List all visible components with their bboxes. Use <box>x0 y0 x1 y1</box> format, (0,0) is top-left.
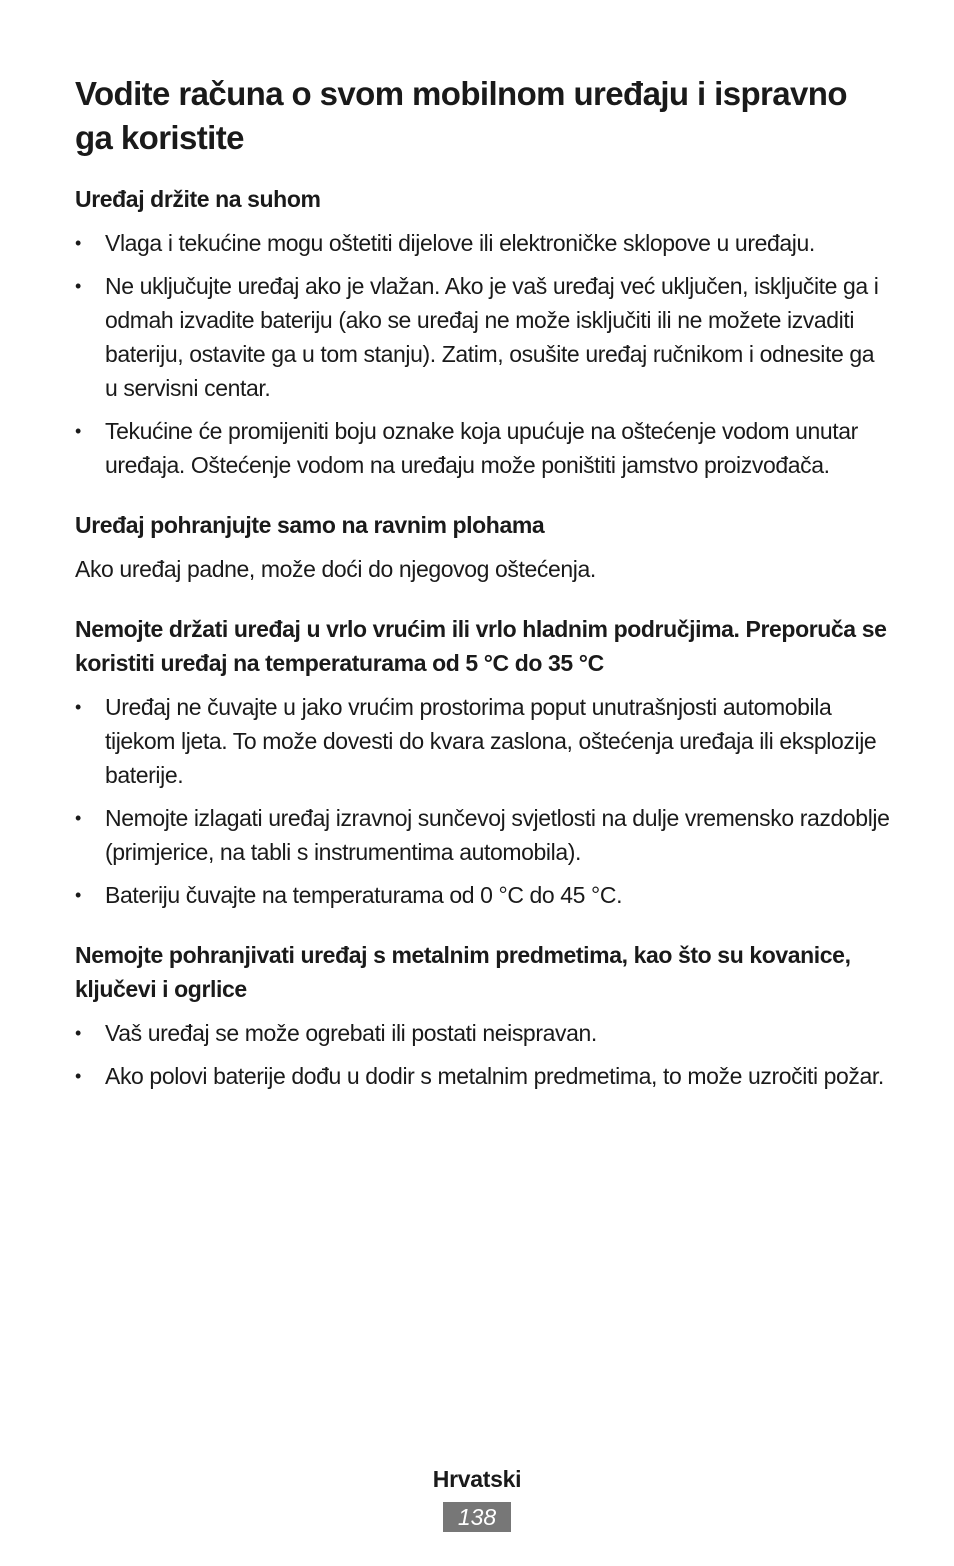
bullet-list <box>75 690 890 912</box>
bullet-icon: • <box>75 233 81 253</box>
footer-language: Hrvatski <box>432 1466 522 1492</box>
list-item <box>75 1059 890 1093</box>
bullet-icon: • <box>75 421 81 441</box>
section-paragraph: Ako uređaj padne, može doći do njegovog oštećenja. <box>75 556 596 582</box>
section-heading: Uređaj držite na suhom <box>75 186 321 212</box>
list-item-text: Ako polovi baterije dođu u dodir s metalnim predmetima, to može uzročiti požar. <box>105 1063 884 1089</box>
list-item-text: Vaš uređaj se može ogrebati ili postati neispravan. <box>105 1020 597 1046</box>
bullet-icon: • <box>75 885 81 905</box>
list-item <box>75 690 890 792</box>
list-item-text: Bateriju čuvajte na temperaturama od 0 °C do 45 °C. <box>105 882 623 908</box>
bullet-icon: • <box>75 697 81 717</box>
section-metal-objects <box>75 938 890 1093</box>
list-item-text: Vlaga i tekućine mogu oštetiti dijelove ili elektroničke sklopove u uređaju. <box>105 230 815 256</box>
list-item <box>75 878 890 912</box>
bullet-icon: • <box>75 1023 81 1043</box>
bullet-icon: • <box>75 276 81 296</box>
bullet-list <box>75 226 890 482</box>
list-item <box>75 1016 890 1050</box>
list-item <box>75 269 890 405</box>
section-heading: Uređaj pohranjujte samo na ravnim plohama <box>75 512 545 538</box>
section-heading: Nemojte držati uređaj u vrlo vrućim ili vrlo hladnim područjima. Preporuča se koristiti uređaj na temperaturama od 5 °C do 35 °C <box>75 616 887 676</box>
bullet-list <box>75 1016 890 1093</box>
list-item-text: Tekućine će promijeniti boju oznake koja upućuje na oštećenje vodom unutar uređaja. Oštećenje vodom na uređaju može poništiti jamstvo proizvođača. <box>105 418 858 478</box>
list-item <box>75 226 890 260</box>
list-item-text: Ne uključujte uređaj ako je vlažan. Ako je vaš uređaj već uključen, isključite ga i odmah izvadite bateriju (ako se uređaj ne može isključiti ili ne možete izvaditi bateriju, ostavite ga u tom stanju). Zatim, osušite uređaj ručnikom i odnesite ga u servisni centar. <box>105 273 879 401</box>
page-title: Vodite računa o svom mobilnom uređaju i ispravno ga koristite <box>75 75 847 156</box>
page-footer <box>0 1462 954 1532</box>
page-content <box>75 72 890 1119</box>
section-flat-surfaces <box>75 508 890 586</box>
section-keep-dry <box>75 182 890 482</box>
list-item-text: Nemojte izlagati uređaj izravnoj sunčevoj svjetlosti na dulje vremensko razdoblje (primjerice, na tabli s instrumentima automobila). <box>105 805 890 865</box>
section-temperature <box>75 612 890 912</box>
list-item <box>75 414 890 482</box>
section-heading: Nemojte pohranjivati uređaj s metalnim predmetima, kao što su kovanice, ključevi i ogrlice <box>75 942 851 1002</box>
list-item <box>75 801 890 869</box>
list-item-text: Uređaj ne čuvajte u jako vrućim prostorima poput unutrašnjosti automobila tijekom ljeta. To može dovesti do kvara zaslona, oštećenja uređaja ili eksplozije baterije. <box>105 694 877 788</box>
page-number: 138 <box>443 1502 511 1532</box>
bullet-icon: • <box>75 808 81 828</box>
bullet-icon: • <box>75 1066 81 1086</box>
